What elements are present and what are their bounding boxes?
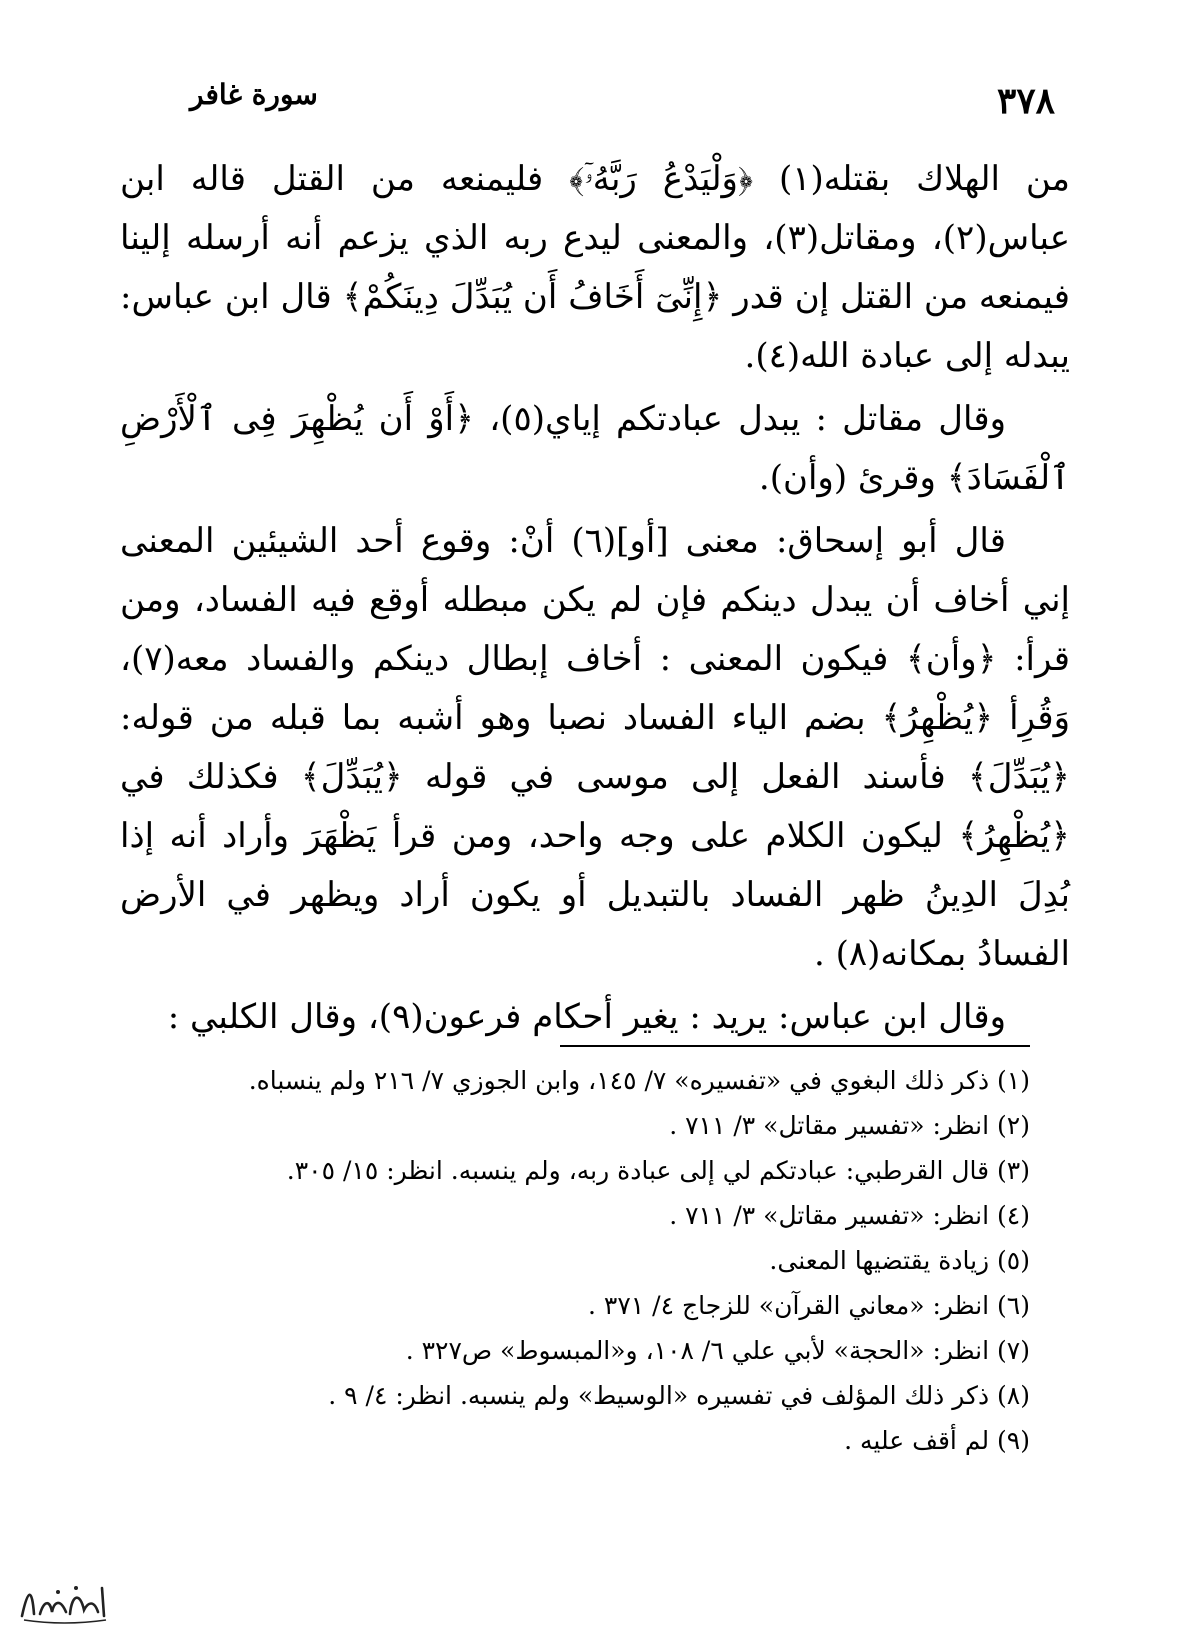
footnote: (٥) زيادة يقتضيها المعنى. — [769, 1246, 1030, 1275]
footnote: (٢) انظر: «تفسير مقاتل» ٣/ ٧١١ . — [669, 1111, 1030, 1140]
page-header — [190, 70, 1055, 130]
footnote: (٩) لم أقف عليه . — [844, 1426, 1030, 1455]
paragraph: من الهلاك بقتله(١) ﴿وَلْيَدْعُ رَبَّهُۥٓ﴾ فليمنعه من القتل قاله ابن عباس(٢)، ومقاتل(٣)، والمعنى ليدع ربه الذي يزعم أنه أرسله إلينا فيمنعه من القتل إن قدر ﴿إِنِّىٓ أَخَافُ أَن يُبَدِّلَ دِينَكُمْ﴾ قال ابن عباس: يبدله إلى عبادة الله(٤). — [120, 159, 1070, 376]
footnote: (٣) قال القرطبي: عبادتكم لي إلى عبادة ربه، ولم ينسبه. انظر: ١٥/ ٣٠٥. — [286, 1156, 1030, 1185]
footnote: (٤) انظر: «تفسير مقاتل» ٣/ ٧١١ . — [669, 1201, 1030, 1230]
main-text — [120, 150, 1070, 1051]
footnote-separator — [560, 1045, 1030, 1047]
footnotes — [170, 1058, 1030, 1463]
footnote: (١) ذكر ذلك البغوي في «تفسيره» ٧/ ١٤٥، وابن الجوزي ٧/ ٢١٦ ولم ينسباه. — [248, 1066, 1030, 1095]
page-number: ٣٧٨ — [996, 80, 1055, 122]
footnote: (٦) انظر: «معاني القرآن» للزجاج ٤/ ٣٧١ . — [588, 1291, 1030, 1320]
footnote: (٧) انظر: «الحجة» لأبي علي ٦/ ١٠٨، و«المبسوط» ص٣٢٧ . — [405, 1336, 1030, 1365]
paragraph: وقال ابن عباس: يريد : يغير أحكام فرعون(٩)، وقال الكلبي : — [167, 997, 1006, 1037]
paragraph: وقال مقاتل : يبدل عبادتكم إياي(٥)، ﴿أَوْ أَن يُظْهِرَ فِى ٱلْأَرْضِ ٱلْفَسَادَ﴾ وقرئ (وأن). — [120, 399, 1070, 498]
running-title: سورة غافر — [190, 78, 318, 111]
paragraph: قال أبو إسحاق: معنى [أو](٦) أنْ: وقوع أحد الشيئين المعنى إني أخاف أن يبدل دينكم فإن لم يكن مبطله أوقع فيه الفساد، ومن قرأ: ﴿وأن﴾ فيكون المعنى : أخاف إبطال دينكم والفساد معه(٧)، وَقُرِأ ﴿يُظْهِرُ﴾ بضم الياء الفساد نصبا وهو أشبه بما قبله من قوله: ﴿يُبَدِّلَ﴾ فأسند الفعل إلى موسى في قوله ﴿يُبَدِّلَ﴾ فكذلك في ﴿يُظْهِرُ﴾ ليكون الكلام على وجه واحد، ومن قرأ يَظْهَرَ وأراد أنه إذا بُدِلَ الدِينُ ظهر الفساد بالتبديل أو يكون أراد ويظهر في الأرض الفسادُ بمكانه(٨) . — [120, 521, 1070, 974]
calligraphy-logo-icon — [14, 1578, 114, 1626]
watermark-logo — [14, 1578, 114, 1626]
footnote: (٨) ذكر ذلك المؤلف في تفسيره «الوسيط» ولم ينسبه. انظر: ٤/ ٩ . — [328, 1381, 1030, 1410]
